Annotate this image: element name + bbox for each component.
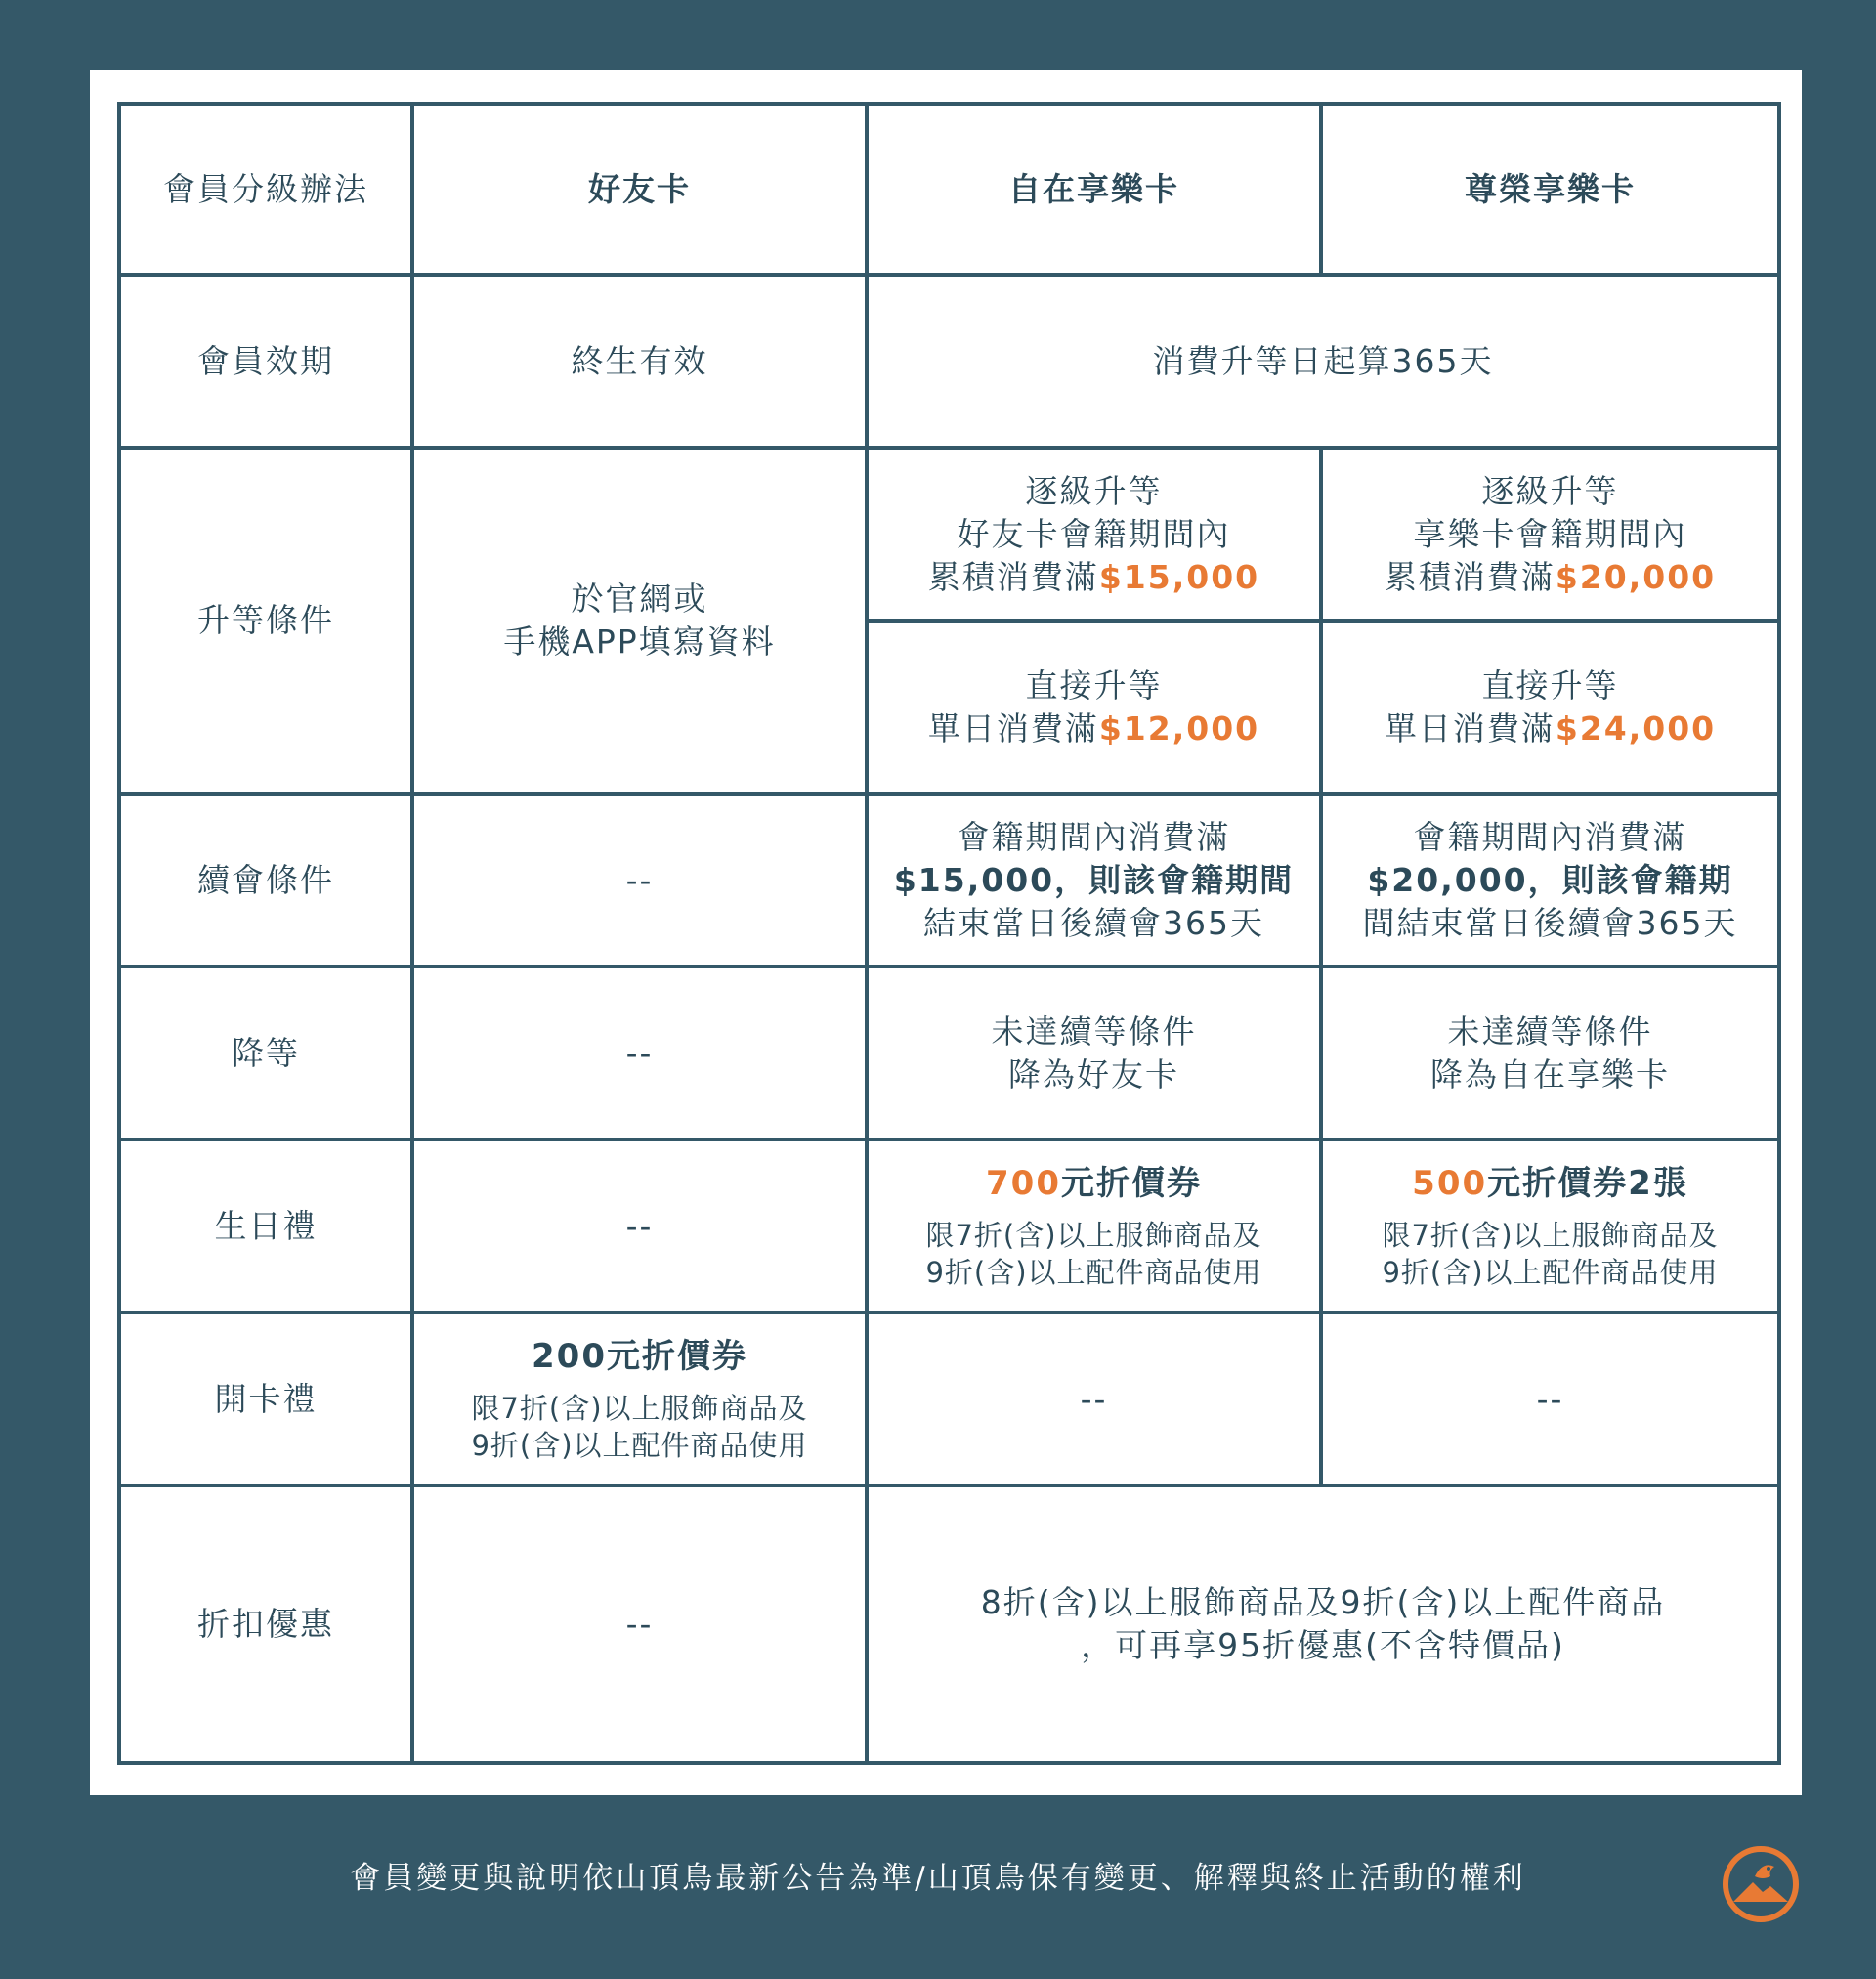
discount-row	[119, 1485, 1779, 1763]
amount-prefix: 單日消費滿	[927, 709, 1099, 748]
header-label: 會員分級辦法	[119, 104, 412, 275]
upgrade-friend-line: 於官網或	[571, 580, 708, 618]
tier-leisure-title: 自在享樂卡	[867, 104, 1321, 275]
tier-friend-title: 好友卡	[412, 104, 867, 275]
discount-friend: --	[412, 1485, 867, 1763]
downgrade-line: 未達續等條件	[991, 1011, 1197, 1051]
downgrade-honor	[1321, 967, 1779, 1140]
upgrade-honor-direct	[1321, 621, 1779, 794]
upgrade-leisure-step	[867, 448, 1321, 621]
upgrade-step-title: 逐級升等	[1481, 471, 1619, 510]
upgrade-friend	[412, 448, 867, 794]
gift-note: 9折(含)以上配件商品使用	[471, 1428, 808, 1462]
validity-premium: 消費升等日起算365天	[867, 275, 1779, 448]
amount-prefix: 累積消費滿	[1384, 557, 1556, 596]
renewal-honor	[1321, 794, 1779, 967]
amount-value: $15,000	[1098, 557, 1260, 596]
downgrade-row	[119, 967, 1779, 1140]
gift-note: 限7折(含)以上服飾商品及	[1382, 1218, 1719, 1252]
birthday-friend: --	[412, 1140, 867, 1312]
validity-row	[119, 275, 1779, 448]
tier-honor-title: 尊榮享樂卡	[1321, 104, 1779, 275]
membership-panel	[90, 70, 1802, 1795]
bird-mountain-logo-icon	[1720, 1843, 1802, 1925]
birthday-gift-title	[874, 1162, 1313, 1205]
upgrade-step-amount-line	[874, 556, 1313, 599]
birthday-row	[119, 1140, 1779, 1312]
upgrade-direct-amount-line	[874, 708, 1313, 751]
upgrade-step-amount-line	[1329, 556, 1771, 599]
discount-line: ，可再享95折優惠(不含特價品)	[1081, 1626, 1565, 1664]
welcome-row	[119, 1312, 1779, 1485]
upgrade-direct-amount-line	[1329, 708, 1771, 751]
welcome-honor: --	[1321, 1312, 1779, 1485]
gift-note: 限7折(含)以上服飾商品及	[471, 1391, 808, 1425]
downgrade-line: 降為自在享樂卡	[1430, 1054, 1670, 1094]
renewal-friend: --	[412, 794, 867, 967]
upgrade-honor-step	[1321, 448, 1779, 621]
gift-rest: 元折價券	[1060, 1163, 1202, 1203]
welcome-leisure: --	[867, 1312, 1321, 1485]
downgrade-friend: --	[412, 967, 867, 1140]
renewal-line: 會籍期間內消費滿	[957, 817, 1231, 856]
welcome-gift-title: 200元折價券	[532, 1336, 747, 1376]
footer-disclaimer: 會員變更與說明依山頂鳥最新公告為準/山頂鳥保有變更、解釋與終止活動的權利	[350, 1861, 1526, 1896]
gift-note: 9折(含)以上配件商品使用	[925, 1255, 1262, 1289]
gift-amount: 500	[1412, 1163, 1488, 1203]
membership-tier-table	[117, 102, 1781, 1765]
upgrade-friend-line: 手機APP填寫資料	[503, 623, 776, 661]
discount-premium	[867, 1485, 1779, 1763]
gift-note: 限7折(含)以上服飾商品及	[925, 1218, 1262, 1252]
amount-value: $12,000	[1098, 709, 1260, 748]
welcome-label: 開卡禮	[119, 1312, 412, 1485]
upgrade-step-condition: 好友卡會籍期間內	[957, 514, 1231, 553]
gift-amount: 700	[986, 1163, 1061, 1203]
renewal-line: $20,000，則該會籍期	[1367, 860, 1733, 899]
renewal-line: 會籍期間內消費滿	[1413, 817, 1687, 856]
renewal-line: 結束當日後續會365天	[923, 903, 1264, 942]
amount-value: $24,000	[1555, 709, 1717, 748]
upgrade-direct-title: 直接升等	[1025, 666, 1163, 705]
amount-prefix: 單日消費滿	[1384, 709, 1556, 748]
birthday-label: 生日禮	[119, 1140, 412, 1312]
upgrade-step-condition: 享樂卡會籍期間內	[1413, 514, 1687, 553]
downgrade-line: 降為好友卡	[1008, 1054, 1179, 1094]
renewal-line: 間結束當日後續會365天	[1362, 903, 1738, 942]
renewal-line: $15,000，則該會籍期間	[893, 860, 1295, 899]
birthday-leisure	[867, 1140, 1321, 1312]
gift-note: 9折(含)以上配件商品使用	[1382, 1255, 1719, 1289]
gift-rest: 元折價券2張	[1487, 1163, 1688, 1203]
birthday-gift-title	[1329, 1162, 1771, 1205]
validity-friend: 終生有效	[412, 275, 867, 448]
upgrade-row-step	[119, 448, 1779, 621]
upgrade-label: 升等條件	[119, 448, 412, 794]
header-row	[119, 104, 1779, 275]
renewal-label: 續會條件	[119, 794, 412, 967]
upgrade-step-title: 逐級升等	[1025, 471, 1163, 510]
downgrade-label: 降等	[119, 967, 412, 1140]
birthday-honor	[1321, 1140, 1779, 1312]
amount-value: $20,000	[1555, 557, 1717, 596]
upgrade-direct-title: 直接升等	[1481, 666, 1619, 705]
validity-label: 會員效期	[119, 275, 412, 448]
downgrade-line: 未達續等條件	[1447, 1011, 1653, 1051]
downgrade-leisure	[867, 967, 1321, 1140]
upgrade-leisure-direct	[867, 621, 1321, 794]
renewal-row	[119, 794, 1779, 967]
discount-line: 8折(含)以上服飾商品及9折(含)以上配件商品	[980, 1583, 1666, 1621]
amount-prefix: 累積消費滿	[927, 557, 1099, 596]
discount-label: 折扣優惠	[119, 1485, 412, 1763]
welcome-friend	[412, 1312, 867, 1485]
renewal-leisure	[867, 794, 1321, 967]
